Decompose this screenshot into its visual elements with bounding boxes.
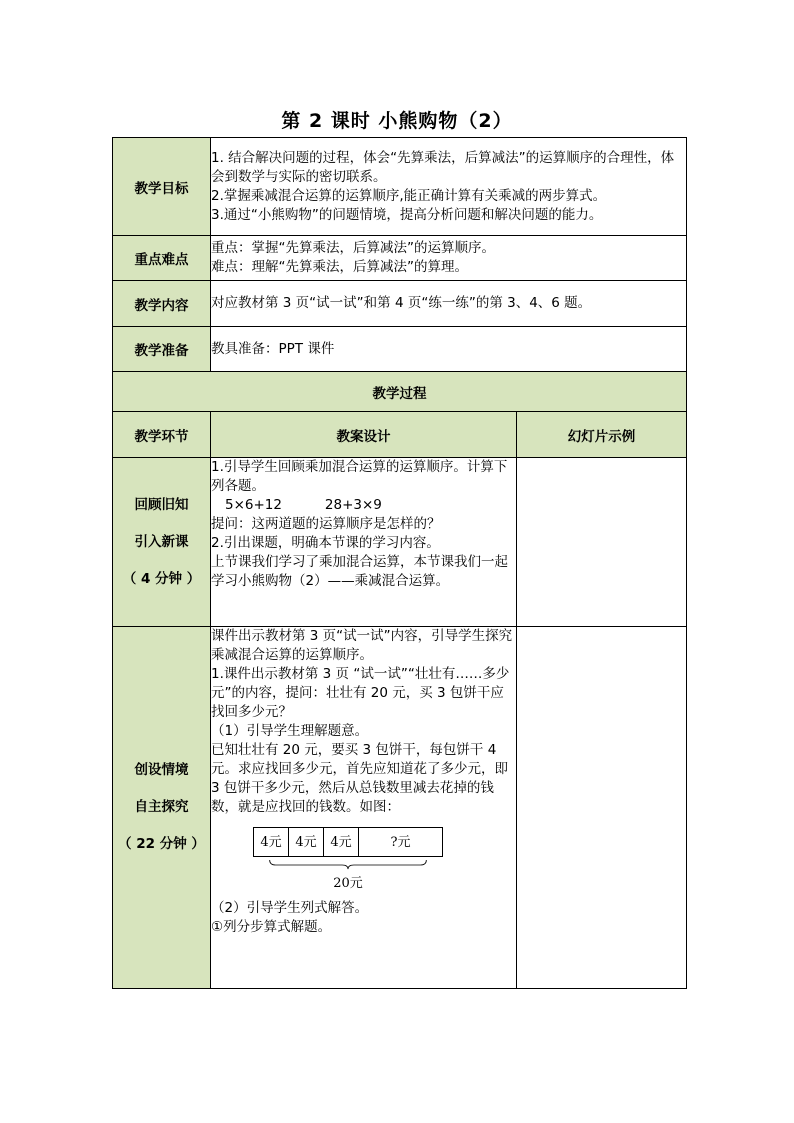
- objectives-row: [113, 138, 687, 236]
- objectives-label: 教学目标: [113, 138, 211, 236]
- objective-line: 3.通过“小熊购物”的问题情境，提高分析问题和解决问题的能力。: [211, 206, 603, 223]
- content-row: [113, 281, 687, 327]
- key-point-line: 重点：掌握“先算乘法，后算减法”的运算顺序。: [211, 240, 495, 256]
- stage2-name: 创设情境 自主探究 （ 22 分钟 ）: [113, 627, 211, 989]
- key-points-content: [211, 236, 687, 281]
- segment-cell: 4元: [324, 828, 359, 856]
- objective-line: 2.掌握乘减混合运算的运算顺序,能正确计算有关乘减的两步算式。: [211, 187, 607, 204]
- stage2-line: ①列分步算式解题。: [211, 919, 332, 935]
- segment-cell-unknown: ?元: [390, 834, 411, 850]
- stage1-slides: [517, 458, 687, 627]
- stage2-line: （1）引导学生理解题意。: [211, 723, 369, 739]
- key-points-label: 重点难点: [113, 236, 211, 281]
- column-header-slides: 幻灯片示例: [517, 412, 687, 458]
- content-text: 对应教材第 3 页“试一试”和第 4 页“练一练”的第 3、4、6 题。: [211, 281, 687, 327]
- stage1-line: 提问：这两道题的运算顺序是怎样的？: [211, 516, 441, 532]
- segment-bar: [253, 827, 443, 857]
- column-header-stage: 教学环节: [113, 412, 211, 458]
- process-header-row: [113, 372, 687, 412]
- key-point-line: 难点：理解“先算乘法，后算减法”的算理。: [211, 259, 468, 275]
- prep-row: [113, 327, 687, 372]
- column-header-row: [113, 412, 687, 458]
- stage2-line: 1.课件出示教材第 3 页 “试一试”“壮壮有……多少元”的内容，提问：壮壮有 20 元，买 3 包饼干应找回多少元？: [211, 666, 510, 720]
- process-header: 教学过程: [113, 372, 687, 412]
- column-header-design: 教案设计: [211, 412, 517, 458]
- stage1-row: [113, 458, 687, 627]
- stage2-line: 课件出示教材第 3 页“试一试”内容，引导学生探究乘减混合运算的运算顺序。: [211, 628, 513, 663]
- stage1-line: 2.引出课题，明确本节课的学习内容。: [211, 535, 440, 551]
- prep-text: 教具准备：PPT 课件: [211, 327, 687, 372]
- segment-total: 20元: [333, 876, 363, 891]
- lesson-plan-table: [112, 137, 687, 989]
- stage1-name: 回顾旧知 引入新课 （ 4 分钟 ）: [113, 458, 211, 627]
- stage2-line: （2）引导学生列式解答。: [211, 900, 369, 916]
- segment-diagram: [253, 827, 443, 893]
- stage1-design: [211, 458, 517, 627]
- stage2-line: 已知壮壮有 20 元，要买 3 包饼干，每包饼干 4 元。求应找回多少元，首先应知道花了多少元，即 3 包饼干多少元，然后从总钱数里减去花掉的钱数，就是应找回的钱数。如图：: [211, 742, 508, 815]
- objective-line: 1. 结合解决问题的过程，体会“先算乘法，后算减法”的运算顺序的合理性，体会到数学与实际的密切联系。: [211, 149, 675, 185]
- stage2-design: [211, 627, 517, 989]
- objectives-content: [211, 138, 687, 236]
- segment-cell: 4元: [254, 828, 289, 856]
- prep-label: 教学准备: [113, 327, 211, 372]
- brace-icon: [253, 860, 443, 870]
- stage1-expressions: 5×6+12 28+3×9: [225, 497, 382, 513]
- stage2-row: [113, 627, 687, 989]
- page-title: 第 2 课时 小熊购物（2）: [281, 110, 513, 132]
- stage1-line: 上节课我们学习了乘加混合运算，本节课我们一起学习小熊购物（2）——乘减混合运算。: [211, 554, 508, 589]
- content-label: 教学内容: [113, 281, 211, 327]
- stage1-line: 1.引导学生回顾乘加混合运算的运算顺序。计算下列各题。: [211, 459, 508, 494]
- segment-cell: 4元: [289, 828, 324, 856]
- stage2-slides: [517, 627, 687, 989]
- key-points-row: [113, 236, 687, 281]
